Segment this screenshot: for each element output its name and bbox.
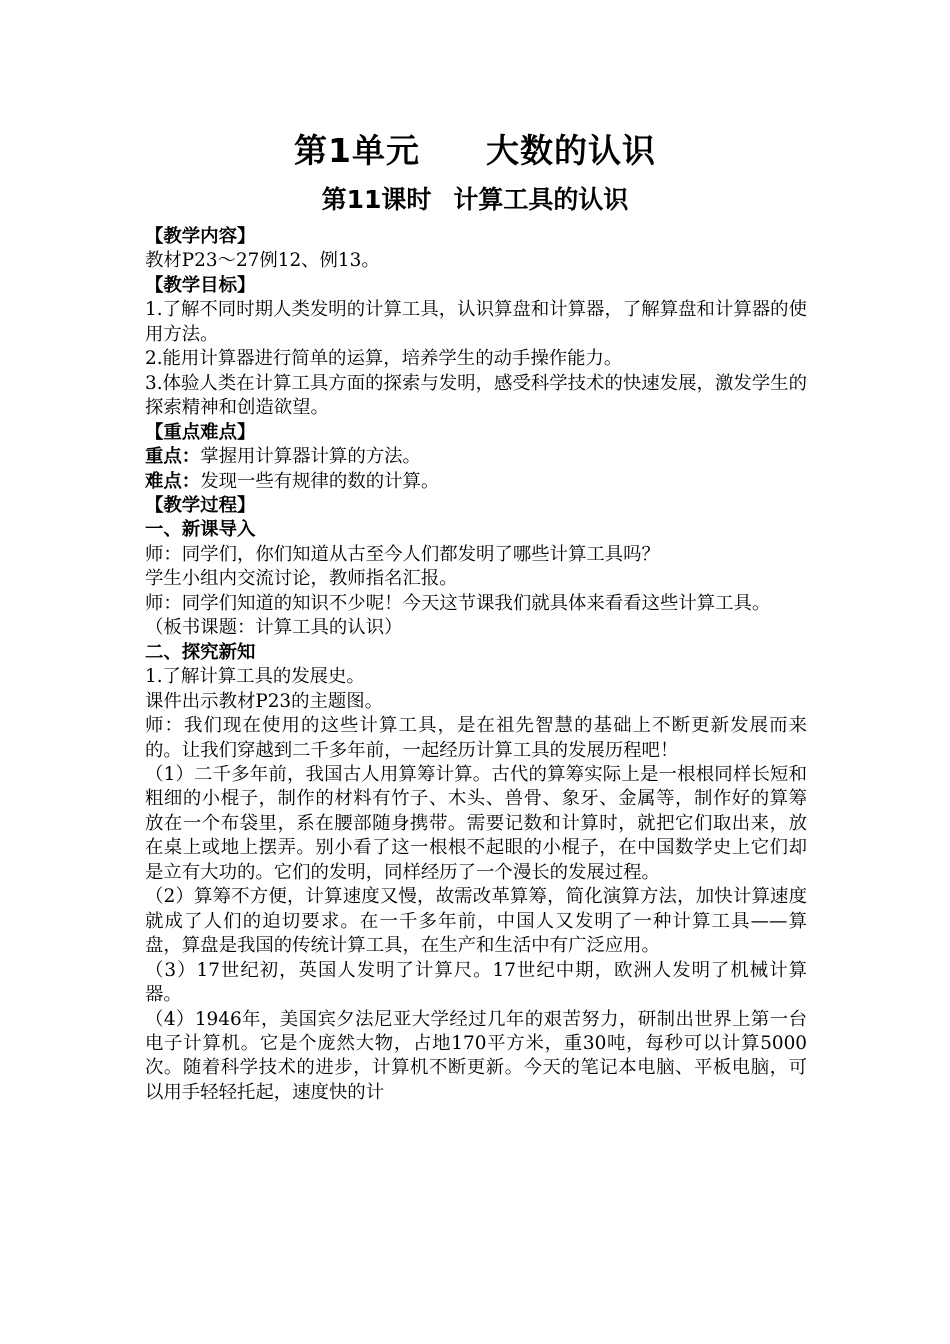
difficult-point <box>145 470 807 494</box>
paragraph: 1.了解计算工具的发展史。 <box>145 666 365 688</box>
paragraph: （3）17世纪初，英国人发明了计算尺。17世纪中期，欧洲人发明了机械计算器。 <box>145 959 807 1006</box>
lesson-topic: 计算工具的认识 <box>453 185 629 214</box>
difficult-point-label: 难点： <box>145 470 201 492</box>
section-header-process: 【教学过程】 <box>145 494 256 516</box>
goal-item: 1.了解不同时期人类发明的计算工具，认识算盘和计算器，了解算盘和计算器的使用方法。 <box>145 299 807 345</box>
section-header-key-points: 【重点难点】 <box>145 421 256 443</box>
section-header-goals: 【教学目标】 <box>145 274 256 296</box>
paragraph: 学生小组内交流讨论，教师指名汇报。 <box>145 568 458 590</box>
key-point <box>145 445 807 469</box>
unit-number: 第1单元 <box>294 131 420 170</box>
content-text: 教材P23～27例12、例13。 <box>145 250 380 272</box>
goal-item: 3.体验人类在计算工具方面的探索与发明，感受科学技术的快速发展，激发学生的探索精神和创造欲望。 <box>145 372 807 419</box>
part2-title: 二、探究新知 <box>145 641 256 663</box>
unit-title <box>0 128 950 174</box>
paragraph: 师：同学们，你们知道从古至今人们都发明了哪些计算工具吗？ <box>145 543 660 565</box>
paragraph: （1）二千多年前，我国古人用算筹计算。古代的算筹实际上是一根根同样长短和粗细的小棍子，制作的材料有竹子、木头、兽骨、象牙、金属等，制作好的算筹放在一个布袋里，系在腰部随身携带。需要记数和计算时，就把它们取出来，放在桌上或地上摆弄。别小看了这一根根不起眼的小棍子，在中国数学史上它们却是立有大功的。它们的发明，同样经历了一个漫长的发展过程。 <box>145 763 807 883</box>
part1-title: 一、新课导入 <box>145 519 256 541</box>
lesson-title <box>0 182 950 218</box>
paragraph: 师：我们现在使用的这些计算工具，是在祖先智慧的基础上不断更新发展而来的。让我们穿越到二千多年前，一起经历计算工具的发展历程吧！ <box>145 715 807 761</box>
document-body <box>145 225 807 1105</box>
key-point-label: 重点： <box>145 446 201 468</box>
paragraph: 师：同学们知道的知识不少呢！今天这节课我们就具体来看看这些计算工具。 <box>145 592 771 614</box>
key-point-text: 掌握用计算器计算的方法。 <box>200 446 421 468</box>
paragraph: （板书课题：计算工具的认识） <box>145 617 403 639</box>
goal-item: 2.能用计算器进行简单的运算，培养学生的动手操作能力。 <box>145 348 623 370</box>
paragraph: （4）1946年，美国宾夕法尼亚大学经过几年的艰苦努力，研制出世界上第一台电子计算机。它是个庞然大物，占地170平方米，重30吨，每秒可以计算5000次。随着科学技术的进步，计算机不断更新。今天的笔记本电脑、平板电脑，可以用手轻轻托起，速度快的计 <box>145 1008 807 1103</box>
paragraph: 课件出示教材P23的主题图。 <box>145 690 384 712</box>
difficult-point-text: 发现一些有规律的数的计算。 <box>200 470 440 492</box>
unit-topic: 大数的认识 <box>485 131 656 170</box>
lesson-number: 第11课时 <box>321 185 432 214</box>
section-header-content: 【教学内容】 <box>145 226 256 247</box>
paragraph: （2）算筹不方便，计算速度又慢，故需改革算筹，简化演算方法，加快计算速度就成了人们的迫切要求。在一千多年前，中国人又发明了一种计算工具——算盘，算盘是我国的传统计算工具，在生产和生活中有广泛应用。 <box>145 886 807 957</box>
